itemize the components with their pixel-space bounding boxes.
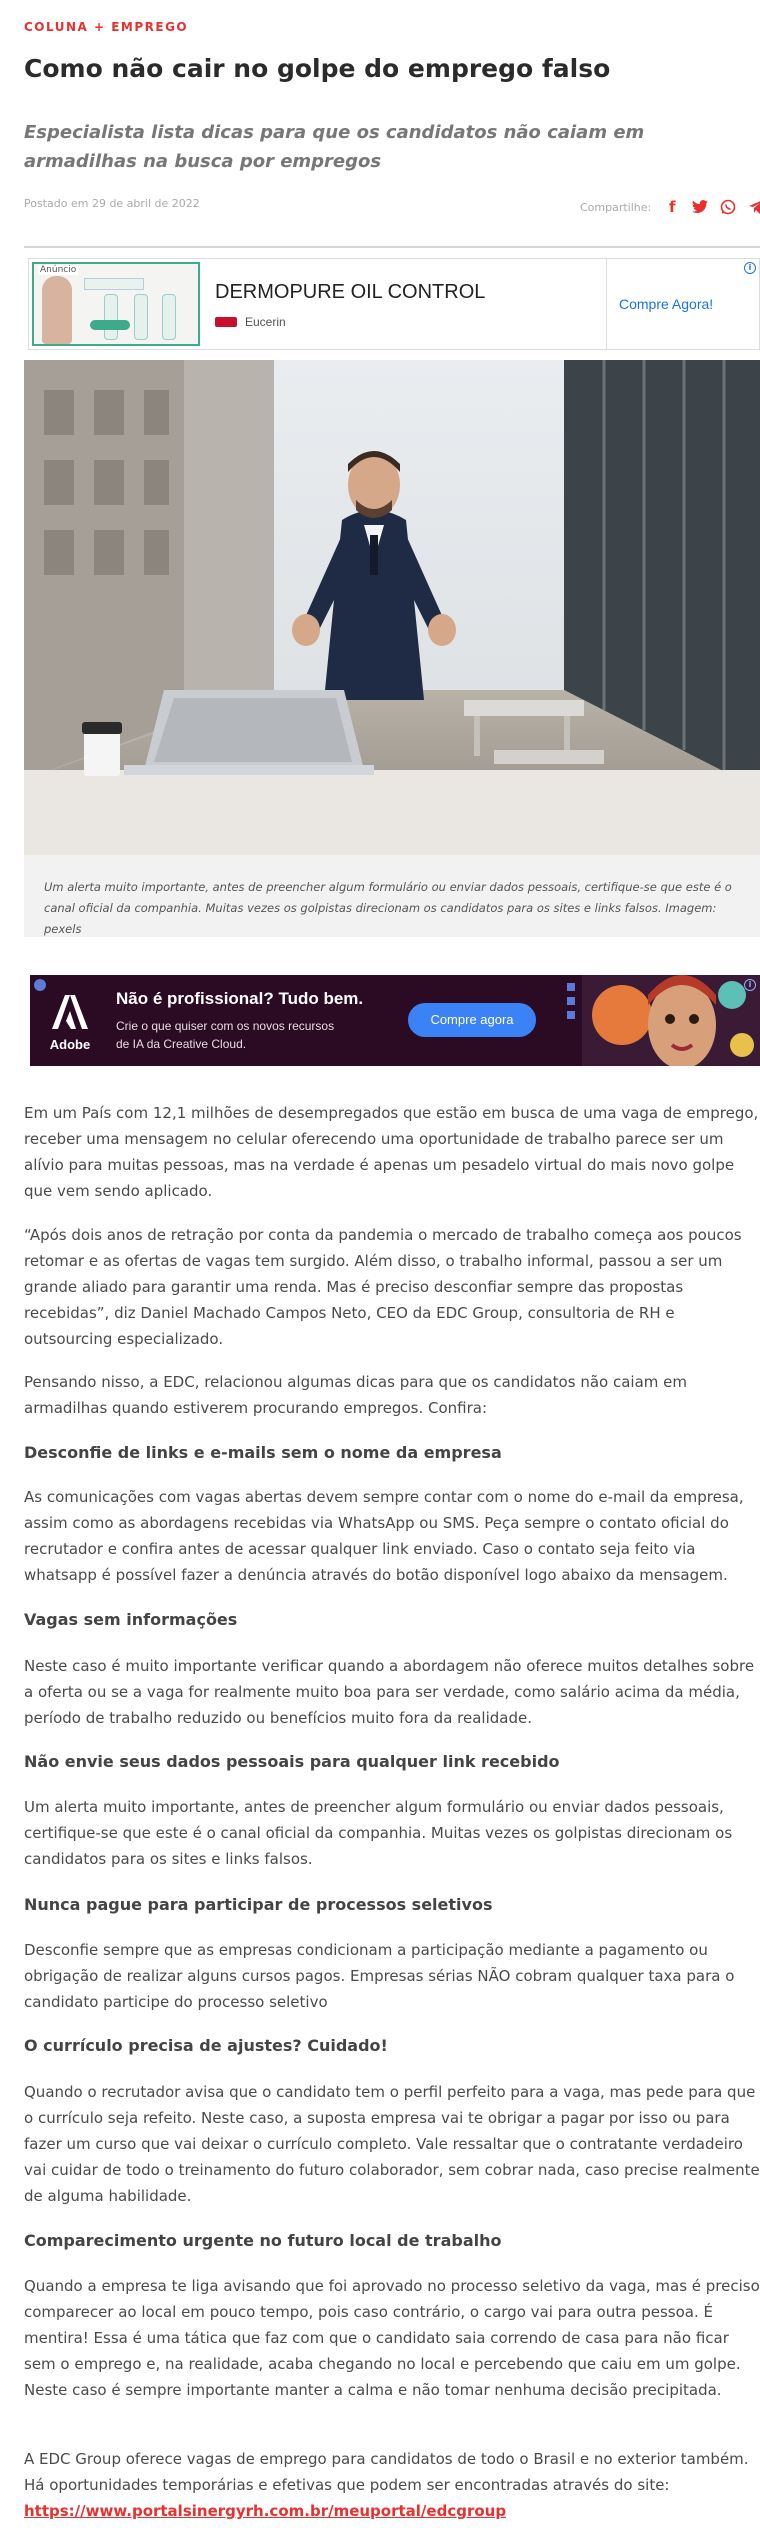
paragraph: As comunicações com vagas abertas devem sempre contar com o nome do e-mail da empresa, assim como as abordagens recebidas via WhatsApp ou SMS. Peça sempre o contato oficial do recrutador e confira antes de acessar qualquer link enviado. Caso o contato seja feito via whatsapp é possível fazer a denúncia através do botão disponível logo abaixo da mensagem.	[24, 1488, 744, 1584]
adobe-banner-ad[interactable]	[30, 975, 760, 1066]
ad-badge: Anúncio	[40, 265, 77, 275]
header-divider	[24, 246, 760, 248]
ad-cta-button[interactable]: Compre Agora!	[619, 296, 714, 312]
section-heading: O currículo precisa de ajustes? Cuidado!	[24, 2036, 388, 2055]
ad-choices-icon[interactable]	[34, 979, 46, 991]
column-kicker[interactable]: COLUNA + EMPREGO	[24, 20, 189, 34]
portal-link[interactable]: https://www.portalsinergyrh.com.br/meuportal/edcgroup	[24, 2502, 507, 2520]
ad-artwork	[582, 975, 760, 1066]
section-heading: Nunca pague para participar de processos seletivos	[24, 1895, 493, 1914]
adobe-logo	[30, 975, 110, 1066]
paragraph: Neste caso é muito importante verificar quando a abordagem não oferece muitos detalhes sobre a oferta ou se a vaga for realmente muito boa para ser verdade, como salário acima da média, período de trabalho reduzido ou benefícios muito fora da realidade.	[24, 1657, 755, 1727]
paragraph: Quando o recrutador avisa que o candidato tem o perfil perfeito para a vaga, mas pede para que o currículo seja refeito. Neste caso, a suposta empresa vai te obrigar a pagar por isso ou para fazer um curso que vai deixar o currículo completo. Vale ressaltar que o contratante verdadeiro vai cuidar de todo o treinamento do futuro colaborador, sem cobrar nada, caso precise realmente de alguma habilidade.	[24, 2083, 760, 2205]
ad-pager-dot[interactable]	[567, 983, 575, 991]
paragraph: Quando a empresa te liga avisando que foi aprovado no processo seletivo da vaga, mas é preciso comparecer ao local em pouco tempo, pois caso contrário, o cargo vai para outra pessoa. É mentira! Essa é uma tática que faz com que o candidato saia correndo de casa para não ficar sem o emprego e, na realidade, acaba chegando no local e percebendo que caiu em um golpe. Neste caso é sempre importante manter a calma e não tomar nenhuma decisão precipitada.	[24, 2277, 760, 2399]
hero-image	[24, 360, 760, 855]
closing-paragraph	[24, 2446, 760, 2524]
paragraph: Em um País com 12,1 milhões de desempregados que estão em busca de uma vaga de emprego, receber uma mensagem no celular oferecendo uma oportunidade de trabalho parece ser um alívio para muitas pessoas, mas na verdade é apenas um pesadelo virtual do mais novo golpe que vem sendo aplicado.	[24, 1104, 759, 1200]
section-heading: Vagas sem informações	[24, 1610, 238, 1629]
adobe-logo-icon	[52, 995, 88, 1029]
section-heading: Não envie seus dados pessoais para qualquer link recebido	[24, 1752, 560, 1771]
ad-info-icon[interactable]: i	[744, 979, 756, 991]
article-subtitle: Especialista lista dicas para que os candidatos não caiam em armadilhas na busca por empregos	[24, 122, 645, 172]
ad-buy-button[interactable]: Compre agora	[408, 1003, 536, 1037]
ad-title[interactable]: DERMOPURE OIL CONTROL	[215, 281, 486, 303]
section-heading: Desconfie de links e e-mails sem o nome da empresa	[24, 1443, 502, 1462]
hero-caption: Um alerta muito importante, antes de preencher algum formulário ou enviar dados pessoais, certifique-se que este é o canal oficial da companhia. Muitas vezes os golpistas direcionam os candidatos para os sites e links falsos. Imagem: pexels	[44, 880, 732, 936]
hero-caption-box	[24, 855, 760, 937]
section-heading: Comparecimento urgente no futuro local de trabalho	[24, 2231, 502, 2250]
ad-pager	[567, 983, 575, 1019]
ad-pager-dot[interactable]	[567, 997, 575, 1005]
paragraph: “Após dois anos de retração por conta da pandemia o mercado de trabalho começa aos poucos retomar e as ofertas de vagas tem surgido. Além disso, o trabalho informal, passou a ser um grande aliado para garantir uma renda. Mas é preciso desconfiar sempre das propostas recebidas”, diz Daniel Machado Campos Neto, CEO da EDC Group, consultoria de RH e outsourcing especializado.	[24, 1226, 742, 1348]
article-title: Como não cair no golpe do emprego falso	[24, 54, 611, 83]
closing-text: A EDC Group oferece vagas de emprego para candidatos de todo o Brasil e no exterior também. Há oportunidades temporárias e efetivas que podem ser encontradas através do site:	[24, 2450, 749, 2494]
paragraph: Um alerta muito importante, antes de preencher algum formulário ou enviar dados pessoais, certifique-se que este é o canal oficial da companhia. Muitas vezes os golpistas direcionam os candidatos para os sites e links falsos.	[24, 1798, 733, 1868]
share-bar	[580, 198, 760, 216]
paragraph: Desconfie sempre que as empresas condicionam a participação mediante a pagamento ou obrigação de realizar alguns cursos pagos. Empresas sérias NÃO cobram qualquer taxa para o candidato participe do processo seletivo	[24, 1941, 735, 2011]
ad-headline[interactable]: Não é profissional? Tudo bem.	[116, 989, 364, 1008]
whatsapp-icon[interactable]	[719, 198, 737, 216]
eucerin-logo-icon	[215, 317, 237, 327]
paragraph: Pensando nisso, a EDC, relacionou algumas dicas para que os candidatos não caiam em armadilhas quando estiverem procurando empregos. Confira:	[24, 1373, 687, 1417]
ad-brand-name: Eucerin	[245, 315, 286, 329]
ad-product-image	[32, 262, 200, 346]
adobe-logo-text: Adobe	[49, 1037, 91, 1052]
facebook-icon[interactable]: f	[668, 198, 676, 216]
telegram-icon[interactable]	[747, 198, 760, 216]
ad-pager-dot[interactable]	[567, 1011, 575, 1019]
twitter-icon[interactable]	[691, 198, 709, 216]
share-label: Compartilhe:	[580, 200, 652, 214]
posted-date: Postado em 29 de abril de 2022	[24, 197, 200, 210]
ad-brand	[215, 315, 286, 329]
eucerin-banner-ad[interactable]	[28, 258, 760, 350]
ad-info-icon[interactable]: i	[744, 262, 756, 274]
ad-body: Crie o que quiser com os novos recursos de IA da Creative Cloud.	[116, 1019, 335, 1051]
